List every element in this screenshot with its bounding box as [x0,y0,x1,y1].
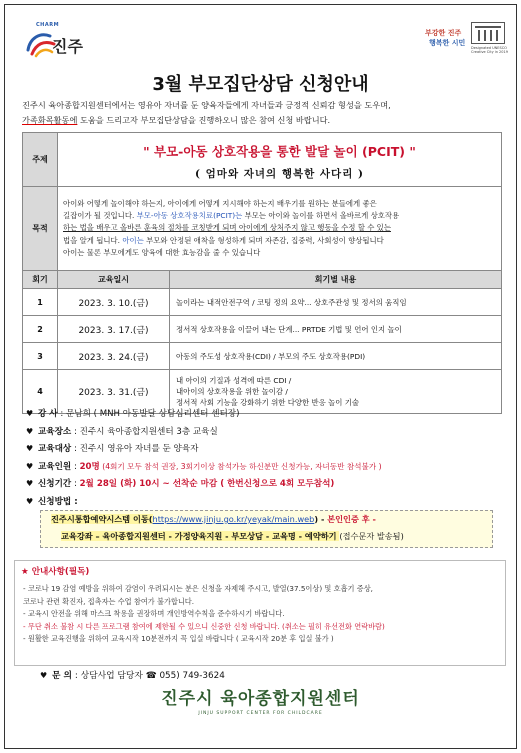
col-header-date: 교육일시 [58,271,170,289]
topic-sub: ( 엄마와 자녀의 행복한 사다리 ) [195,168,364,180]
info-count: ♥ 교육인원 : 20명 (4회기 모두 참석 권장, 3회기이상 참석가능 하신분만 신청가능, 자녀동반 참석불가 ) [26,458,506,476]
slogan-line2: 행복한 시민 [429,39,466,47]
topic-label: 주제 [23,133,58,187]
footer-logo [0,684,521,716]
notice-box [14,560,506,666]
table-row: 4 2023. 3. 31.(금) 내 아이의 기질과 성격에 따른 CDI / 내아이의 상호작용을 위한 놀이감 / 정서적 사회 기능을 강화하기 위한 다양한 반응 놀이 기술 [23,370,502,414]
info-place: ♥ 교육장소 : 진주시 육아종합지원센터 3층 교육실 [26,423,506,441]
topic-cell [58,133,502,187]
purpose-label: 목적 [23,187,58,271]
list-item: - 무단 취소 불참 시 다른 프로그램 참여에 제한될 수 있으니 신중한 신청 바랍니다. (취소는 필히 유선전화 연락바람) [23,621,385,631]
slogan-line1: 부강한 진주 [425,29,462,37]
page-title: 3월 부모집단상담 신청안내 [152,74,369,95]
program-info [26,405,506,510]
footer-center-en: JINJU SUPPORT CENTER FOR CHILDCARE [198,711,323,716]
heart-icon: ♥ [26,426,34,436]
city-logo [22,22,112,62]
program-table [22,132,502,414]
info-lecturer: ♥ 강 사 : 문남희 ( MNH 아동발달 상담심리센터 센터장) [26,405,506,423]
list-item: 코로나 관련 확진자, 접촉자는 수업 참여가 불가합니다. [23,596,195,606]
heart-icon: ♥ [40,671,48,680]
reservation-link[interactable]: https://www.jinju.go.kr/yeyak/main.web [152,514,315,524]
list-item: - 코로나 19 감염 예방을 위하여 감염이 우려되시는 분은 신청을 자제해 주시고, 발열(37.5이상) 및 호흡기 증상, [23,584,373,593]
heart-icon: ♥ [26,409,34,418]
list-item: - 원활한 교육진행을 위하여 교육시작 10분전까지 꼭 입실 바랍니다 ( 교육시작 20분 후 입실 불가 ) [23,634,334,644]
info-target: ♥ 교육대상 : 진주시 영유아 자녀를 둔 양육자 [26,440,506,458]
intro-line1: 진주시 육아종합지원센터에서는 영유아 자녀를 둔 양육자들에게 자녀들과 긍정적 신뢰감 형성을 도우며, [22,100,391,110]
info-period: ♥ 신청기간 : 2월 28일 (화) 10시 ~ 선착순 마감 ( 한번신청으로 4회 모두참석) [26,475,506,493]
table-row: 3 2023. 3. 24.(금) 아동의 주도성 상호작용(CDI) / 부모의 주도 상호작용(PDI) [23,343,502,370]
footer-center-name: 진주시 육아종합지원센터 [161,689,360,709]
logo-charm-text: CHARM [36,22,60,28]
table-row: 1 2023. 3. 10.(금) 놀이라는 내적안전구역 / 코팅 정의 요약... 상호주관성 및 정서의 움직임 [23,289,502,316]
unesco-building-icon [471,22,505,44]
intro-text [22,98,502,128]
info-method: ♥ 신청방법 : [26,493,506,511]
heart-icon: ♥ [26,479,34,488]
topic-main: " 부모-아동 상호작용을 통한 발달 놀이 (PCIT) " [143,144,416,159]
notice-title: ★ 안내사항(필독) [21,567,90,577]
notice-list [23,583,503,646]
heart-icon: ♥ [26,496,34,506]
heart-icon: ♥ [26,444,34,453]
unesco-caption: Designated UNESCO Creative City in 2019 [471,46,508,54]
col-header-content: 회기별 내용 [170,271,502,289]
purpose-text: 아이와 어떻게 놀이해야 하는지, 아이에게 어떻게 지시해야 하는지 배우기를 원하는 분들에게 좋은 길잡이가 될 것입니다. 부모-아동 상호작용치료(PCIT)는 부모는 아이와 놀이를 하면서 올바르게 상호작용 하는 법을 배우고 올바른 훈육의 절차를 코칭받게 되며 아이에게 상처주지 않고 행동을 수정 할 수 있는 법을 알게 됩니다. 아이는 부모와 안정된 애착을 형성하게 되며 자존감, 집중력, 사회성이 향상됩니다 아이는 물론 부모에게도 양육에 대한 효능감을 줄 수 있습니다 [58,187,502,271]
col-header-round: 회기 [23,271,58,289]
heart-icon: ♥ [26,461,34,471]
table-row: 2 2023. 3. 17.(금) 정서적 상호작용을 이끌어 내는 단계... PRTDE 기법 및 언어 인지 놀이 [23,316,502,343]
list-item: - 교육시 안전을 위해 마스크 착용을 권장하며 개인방역수칙을 준수하시기 바랍니다. [23,609,285,619]
slogan-logo [425,22,513,66]
logo-city-name: 진주 [52,37,83,56]
method-box: 진주시통합예약시스템 이동(https://www.jinju.go.kr/yeyak/main.web) - 본인인증 후 - 교육강좌 – 육아종합지원센터 - 가정양육지원 - 부모상담 - 교육명 - 예약하기 (접수문자 발송됨) [40,510,493,548]
contact-info: ♥ 문 의 : 상담사업 담당자 ☎ 055) 749-3624 [40,671,225,681]
intro-line2: 가족화목활동에 도움을 드리고자 부모집단상담을 진행하오니 많은 참여 신청 바랍니다. [22,115,331,125]
